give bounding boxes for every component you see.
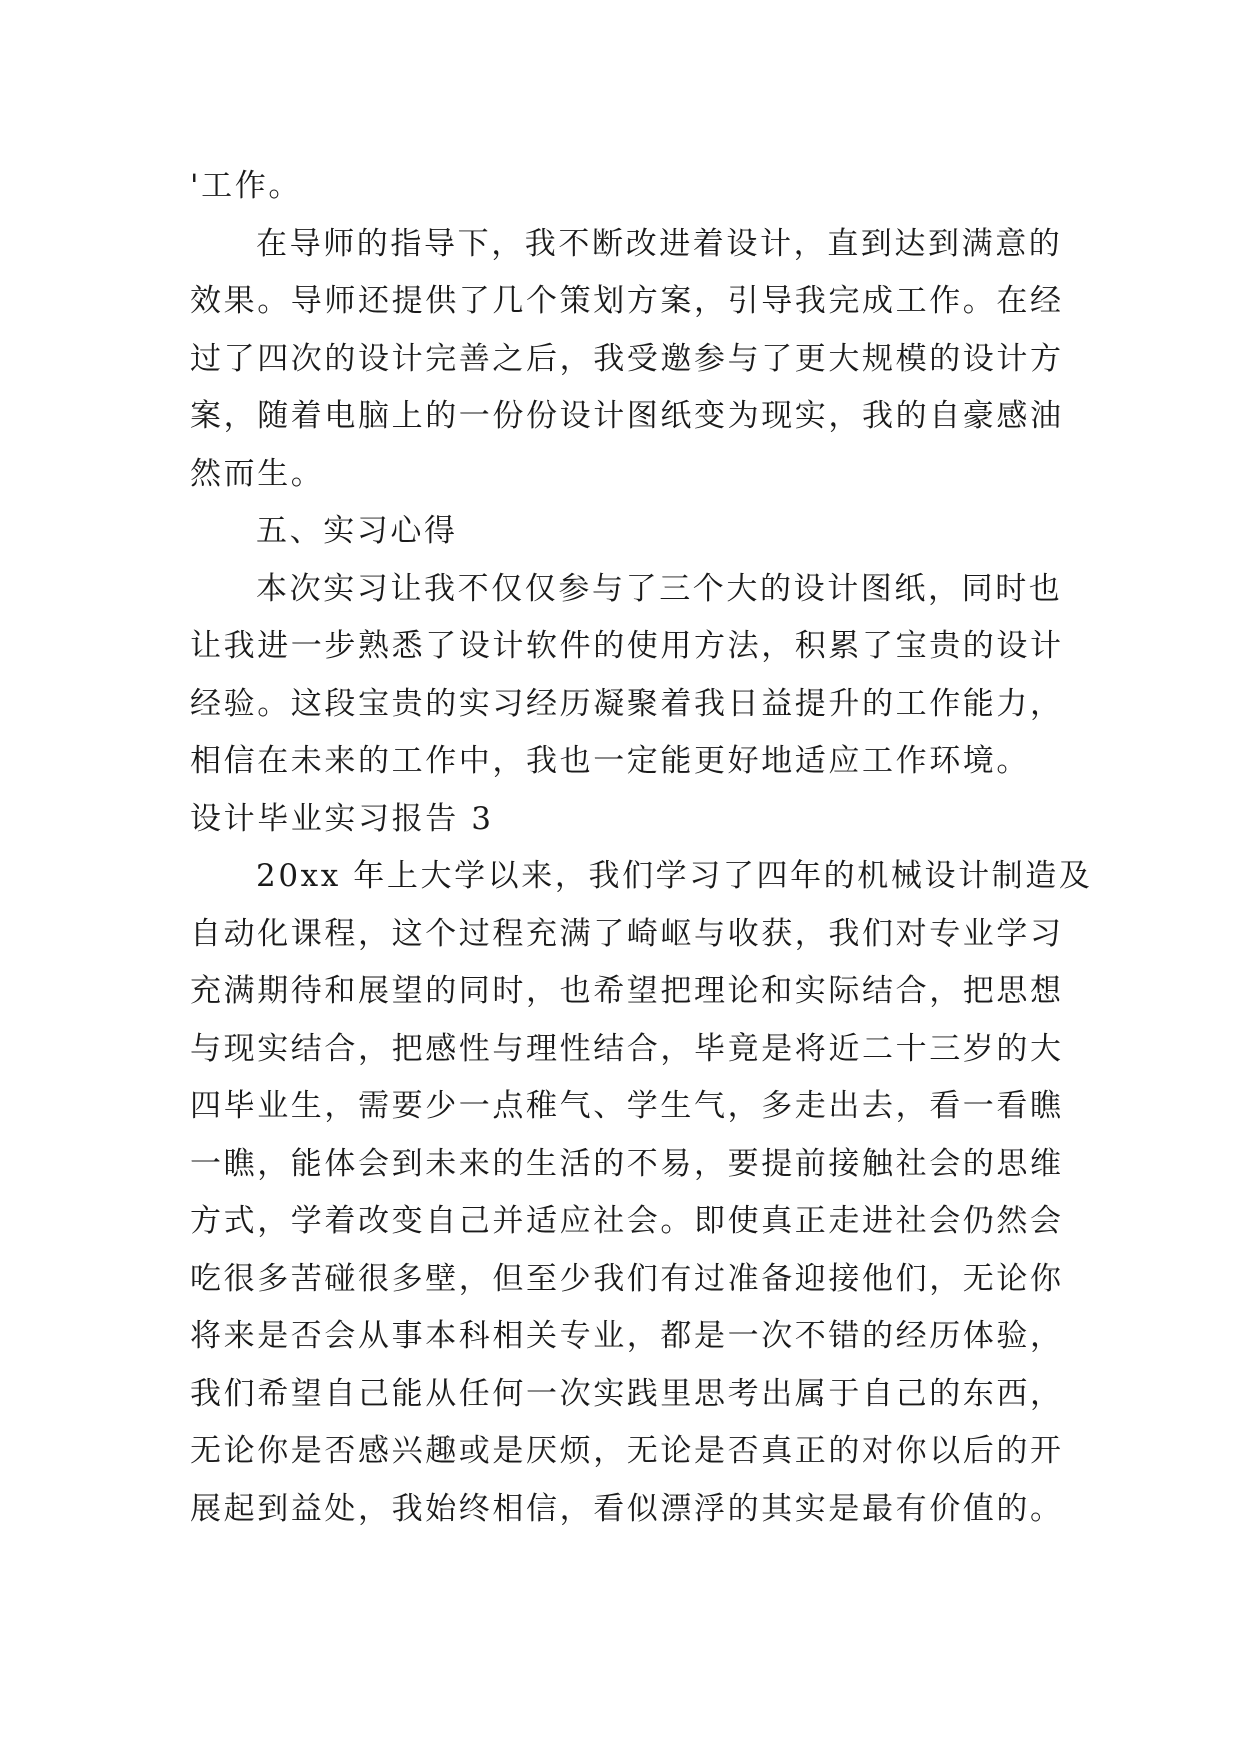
document-page: [190, 158, 1093, 1538]
text-line: 无论你是否感兴趣或是厌烦，无论是否真正的对你以后的开: [190, 1433, 1064, 1469]
paragraph-start-line: 本次实习让我不仅仅参与了三个大的设计图纸，同时也: [256, 570, 1063, 607]
text-line: 吃很多苦碰很多壁，但至少我们有过准备迎接他们，无论你: [190, 1260, 1064, 1297]
text-line: 展起到益处，我始终相信，看似漂浮的其实是最有价值的。: [190, 1490, 1064, 1527]
text-line: 与现实结合，把感性与理性结合，毕竟是将近二十三岁的大: [190, 1030, 1064, 1067]
text-line: 将来是否会从事本科相关专业，都是一次不错的经历体验，: [190, 1318, 1064, 1354]
text-line: 充满期待和展望的同时，也希望把理论和实际结合，把思想: [190, 973, 1064, 1009]
text-line: 案，随着电脑上的一份份设计图纸变为现实，我的自豪感油: [190, 398, 1064, 434]
text-line: 效果。导师还提供了几个策划方案，引导我完成工作。在经: [190, 283, 1064, 319]
section-heading: 五、实习心得: [256, 513, 458, 549]
text-line: 一瞧，能体会到未来的生活的不易，要提前接触社会的思维: [190, 1145, 1064, 1182]
text-line: 四毕业生，需要少一点稚气、学生气，多走出去，看一看瞧: [190, 1088, 1064, 1124]
report-title: 设计毕业实习报告 3: [190, 800, 494, 837]
text-line: 经验。这段宝贵的实习经历凝聚着我日益提升的工作能力，: [190, 685, 1064, 722]
text-line: '工作。: [190, 168, 302, 204]
text-line: 让我进一步熟悉了设计软件的使用方法，积累了宝贵的设计: [190, 628, 1064, 664]
text-line: 我们希望自己能从任何一次实践里思考出属于自己的东西，: [190, 1375, 1064, 1412]
text-line: 方式，学着改变自己并适应社会。即使真正走进社会仍然会: [190, 1203, 1064, 1239]
paragraph-start-line: 20xx 年上大学以来，我们学习了四年的机械设计制造及: [256, 858, 1093, 894]
text-line: 自动化课程，这个过程充满了崎岖与收获，我们对专业学习: [190, 915, 1064, 952]
paragraph-start-line: 在导师的指导下，我不断改进着设计，直到达到满意的: [256, 225, 1063, 262]
text-line: 过了四次的设计完善之后，我受邀参与了更大规模的设计方: [190, 340, 1064, 377]
text-line: 然而生。: [190, 455, 325, 492]
text-line: 相信在未来的工作中，我也一定能更好地适应工作环境。: [190, 743, 1030, 779]
